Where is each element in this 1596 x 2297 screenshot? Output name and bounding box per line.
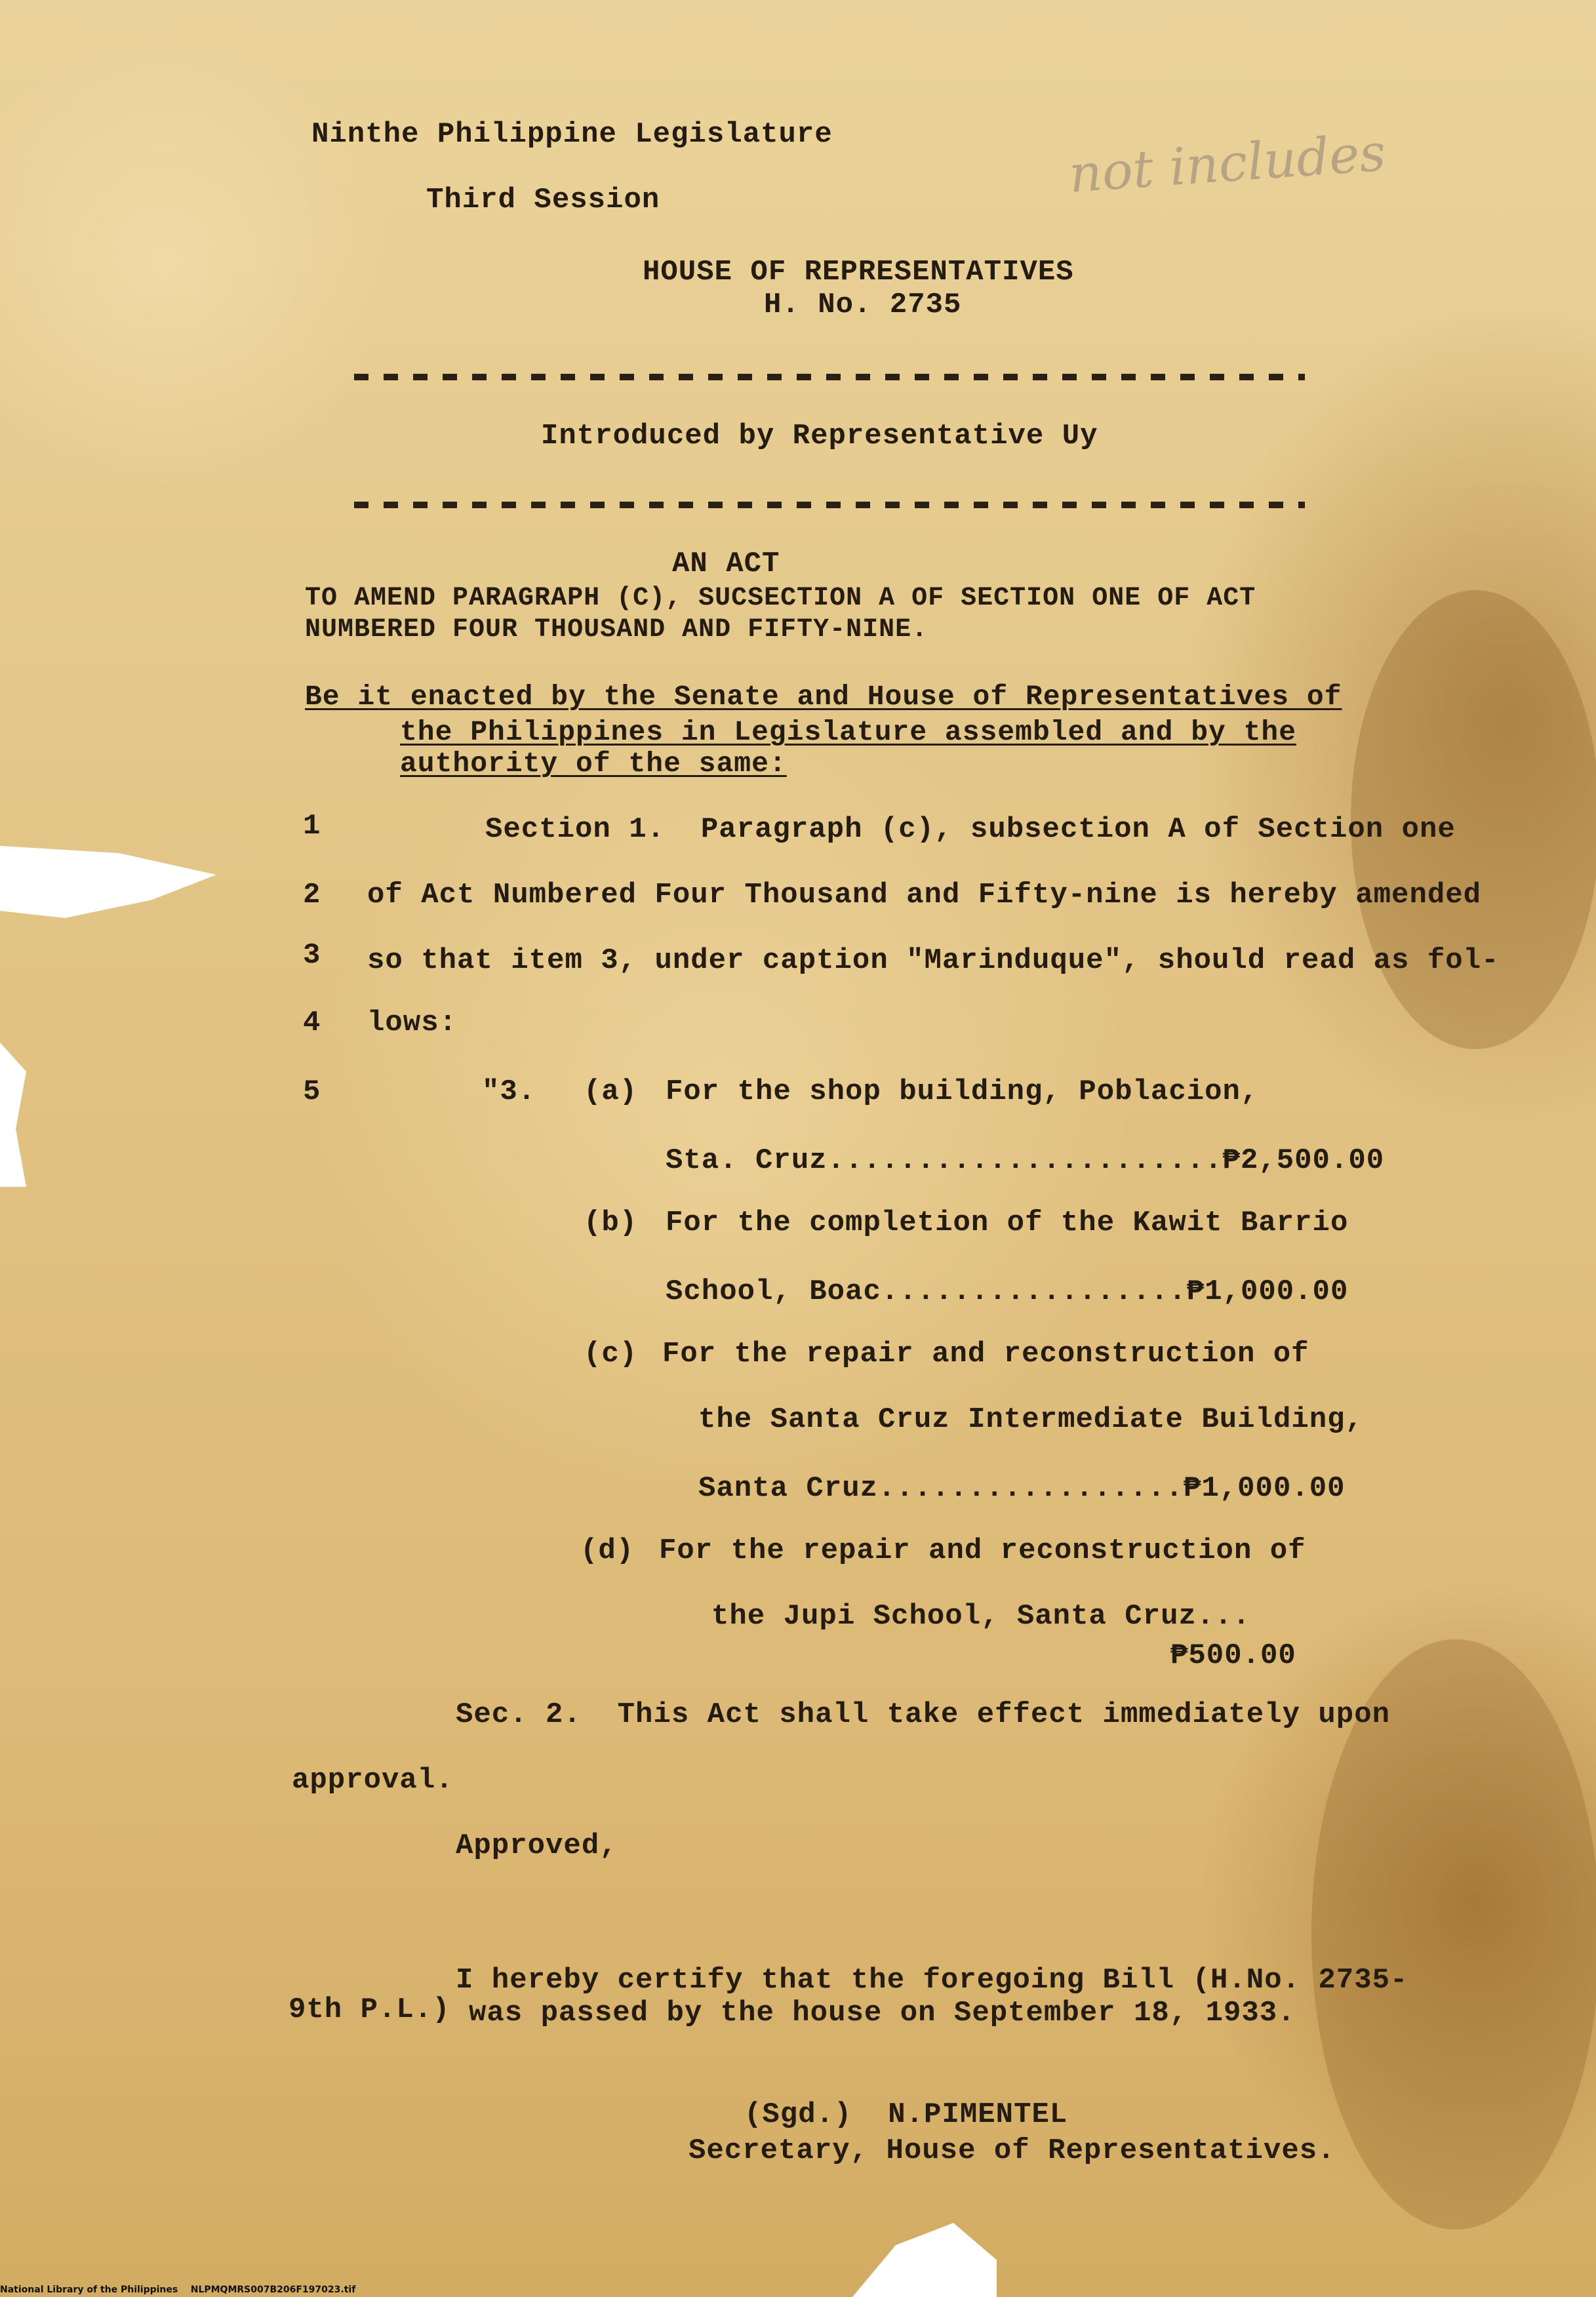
section-1-line-2: of Act Numbered Four Thousand and Fifty-nine is hereby amended [367, 879, 1482, 911]
line-number: 5 [303, 1075, 321, 1108]
section-2-line-1: Sec. 2. This Act shall take effect immediately upon [456, 1698, 1391, 1731]
paper-tear-bottom [852, 2223, 997, 2297]
item-label: (a) [584, 1075, 638, 1108]
item-label: (c) [584, 1338, 638, 1370]
section-1-line-3: so that item 3, under caption "Marinduque", should read as fol- [367, 944, 1500, 977]
section-1-line-4: lows: [367, 1007, 458, 1039]
introduced-by: Introduced by Representative Uy [541, 420, 1098, 452]
item-line: the Jupi School, Santa Cruz... [711, 1600, 1251, 1633]
act-title-line-2: NUMBERED FOUR THOUSAND AND FIFTY-NINE. [305, 615, 928, 645]
chamber-heading: HOUSE OF REPRESENTATIVES [643, 256, 1074, 289]
signature-title: Secretary, House of Representatives. [688, 2134, 1336, 2167]
act-title-line-1: TO AMEND PARAGRAPH (C), SUCSECTION A OF SECTION ONE OF ACT [305, 584, 1256, 613]
item-number: "3. [482, 1075, 536, 1108]
act-heading: AN ACT [672, 548, 780, 580]
approved-text: Approved, [456, 1829, 618, 1862]
item-amount-line: ₱500.00 [1170, 1639, 1296, 1672]
divider-bottom [354, 502, 1305, 508]
enacting-clause-line-2: the Philippines in Legislature assembled and by the [400, 716, 1297, 748]
line-number: 2 [303, 879, 321, 911]
section-2-line-2: approval. [292, 1764, 454, 1797]
archive-footer: National Library of the Philippines NLPMQMRS007B206F197023.tif [0, 2285, 356, 2295]
signature-name: (Sgd.) N.PIMENTEL [744, 2098, 1068, 2131]
item-label: (b) [584, 1207, 638, 1239]
item-amount-line: Sta. Cruz......................₱2,500.00 [666, 1144, 1385, 1177]
item-line: For the completion of the Kawit Barrio [666, 1207, 1349, 1239]
certification-line-1: I hereby certify that the foregoing Bill (H.No. 2735- [456, 1964, 1408, 1997]
item-line: the Santa Cruz Intermediate Building, [698, 1403, 1363, 1436]
section-1-line-1: Section 1. Paragraph (c), subsection A of Section one [485, 813, 1456, 846]
item-amount-line: School, Boac.................₱1,000.00 [666, 1275, 1349, 1308]
certification-margin-note: 9th P.L.) [289, 1993, 450, 2026]
handwritten-note: not includes [1067, 123, 1388, 205]
divider-top [354, 374, 1305, 380]
paper-tear-left [0, 846, 216, 918]
certification-line-2: was passed by the house on September 18, 1933. [469, 1997, 1296, 2029]
item-line: For the repair and reconstruction of [662, 1338, 1309, 1370]
item-label: (d) [580, 1534, 635, 1567]
item-line: For the shop building, Poblacion, [666, 1075, 1259, 1108]
line-number: 3 [303, 939, 321, 972]
bill-number: H. No. 2735 [764, 289, 962, 321]
item-line: For the repair and reconstruction of [659, 1534, 1306, 1567]
line-number: 4 [303, 1007, 321, 1039]
legislature-heading: Ninthe Philippine Legislature [311, 118, 833, 151]
paper-tear-left-lower [0, 1043, 26, 1187]
enacting-clause-line-3: authority of the same: [400, 748, 787, 780]
session-heading: Third Session [426, 184, 660, 216]
enacting-clause-line-1: Be it enacted by the Senate and House of Representatives of [305, 681, 1342, 713]
item-amount-line: Santa Cruz.................₱1,000.00 [698, 1472, 1346, 1505]
line-number: 1 [303, 810, 321, 843]
